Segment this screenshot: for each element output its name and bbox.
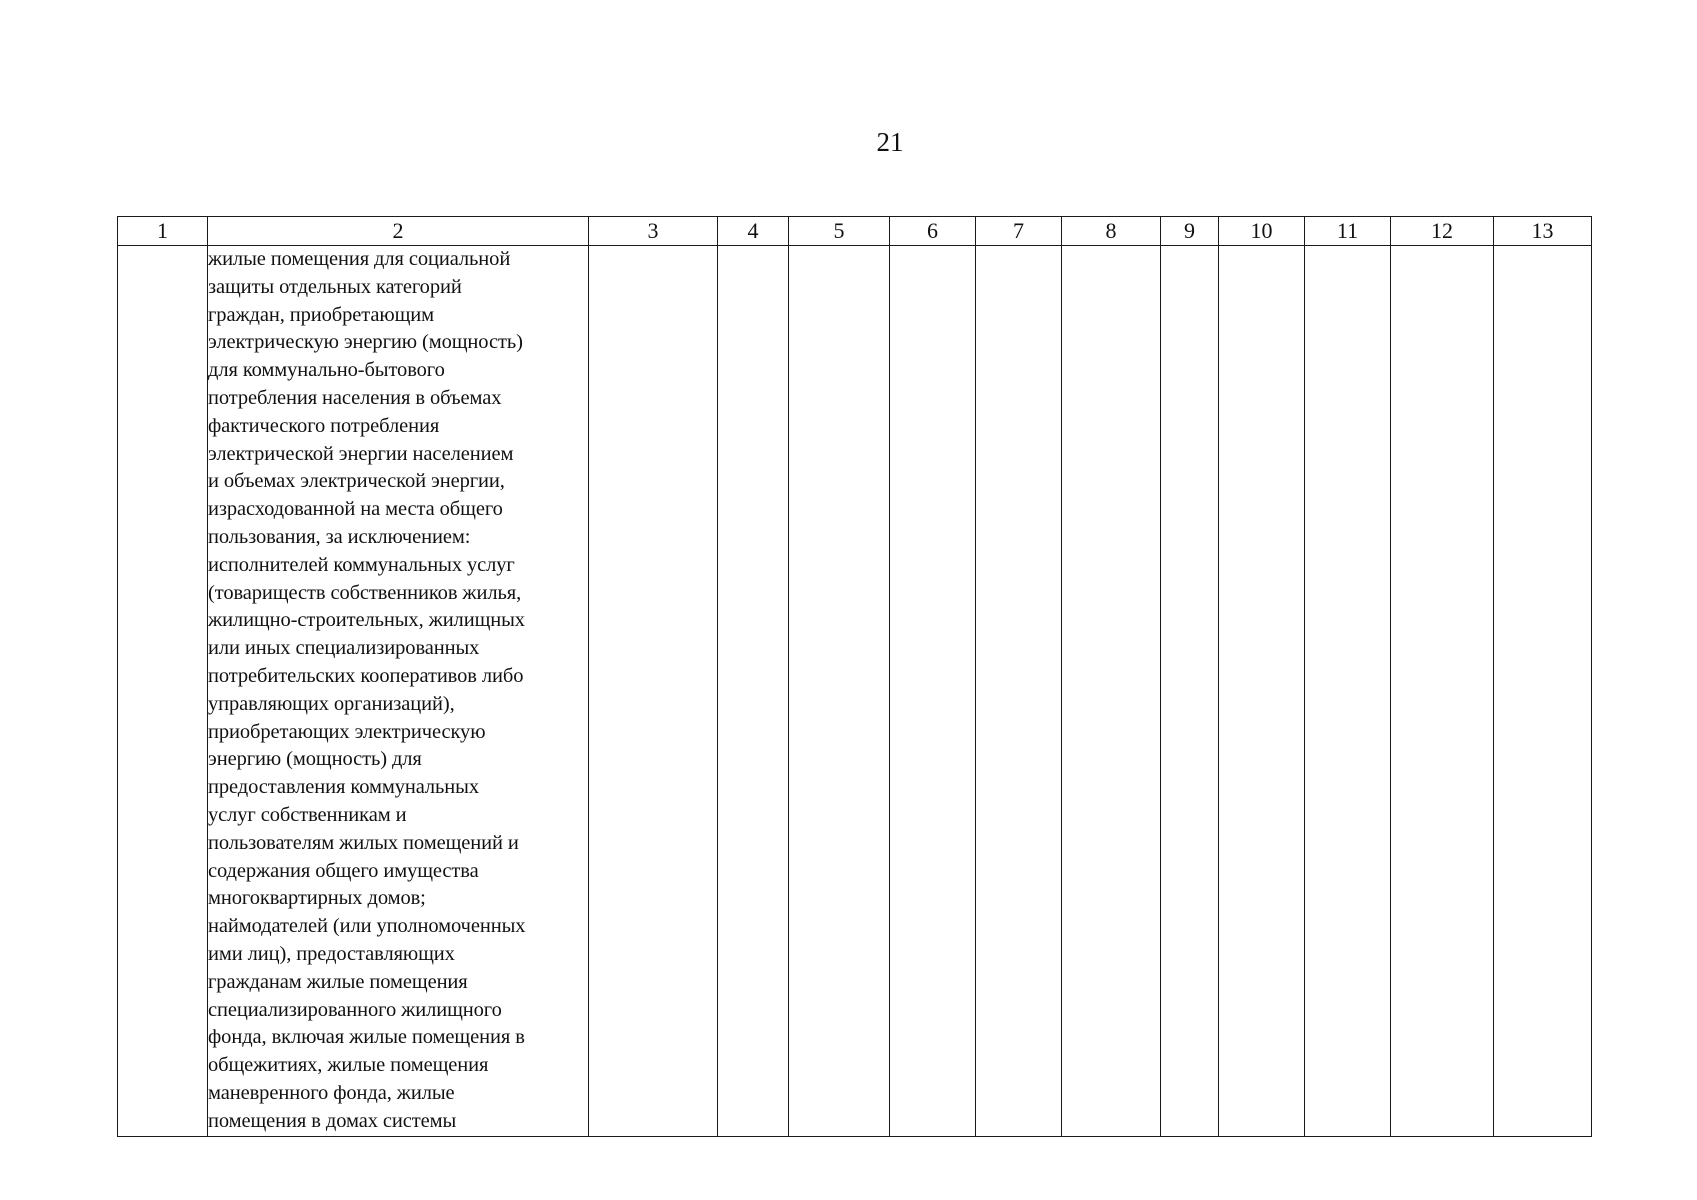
column-number-row: [118, 217, 1592, 246]
cell-col-3: [589, 246, 718, 1137]
column-header-1: 1: [118, 217, 208, 246]
column-header-7: 7: [976, 217, 1062, 246]
cell-col-7: [976, 246, 1062, 1137]
column-header-8: 8: [1062, 217, 1161, 246]
cell-col-2-description: жилые помещения для социальной защиты отдельных категорий граждан, приобретающим электрическую энергию (мощность) для коммунально-бытового потребления населения в объемах фактического потребления электрической энергии населением и объемах электрической энергии, израсходованной на места общего пользования, за исключением: исполнителей коммунальных услуг (товариществ собственников жилья, жилищно-строительных, жилищных или иных специализированных потребительских кооперативов либо управляющих организаций), приобретающих электрическую энергию (мощность) для предоставления коммунальных услуг собственникам и пользователям жилых помещений и содержания общего имущества многоквартирных домов; наймодателей (или уполномоченных ими лиц), предоставляющих гражданам жилые помещения специализированного жилищного фонда, включая жилые помещения в общежитиях, жилые помещения маневренного фонда, жилые помещения в домах системы: [208, 246, 589, 1137]
tariff-table: [117, 216, 1592, 1137]
column-header-9: 9: [1161, 217, 1219, 246]
column-header-4: 4: [718, 217, 789, 246]
column-header-6: 6: [890, 217, 976, 246]
cell-col-11: [1305, 246, 1391, 1137]
cell-col-9: [1161, 246, 1219, 1137]
cell-col-6: [890, 246, 976, 1137]
cell-col-1: [118, 246, 208, 1137]
page-number: 21: [876, 127, 904, 157]
column-header-3: 3: [589, 217, 718, 246]
cell-col-13: [1494, 246, 1592, 1137]
cell-col-10: [1219, 246, 1305, 1137]
column-header-13: 13: [1494, 217, 1592, 246]
cell-col-4: [718, 246, 789, 1137]
column-header-2: 2: [208, 217, 589, 246]
cell-col-8: [1062, 246, 1161, 1137]
cell-col-5: [789, 246, 890, 1137]
cell-col-12: [1391, 246, 1494, 1137]
column-header-10: 10: [1219, 217, 1305, 246]
column-header-12: 12: [1391, 217, 1494, 246]
table-row: [118, 246, 1592, 1137]
column-header-5: 5: [789, 217, 890, 246]
column-header-11: 11: [1305, 217, 1391, 246]
